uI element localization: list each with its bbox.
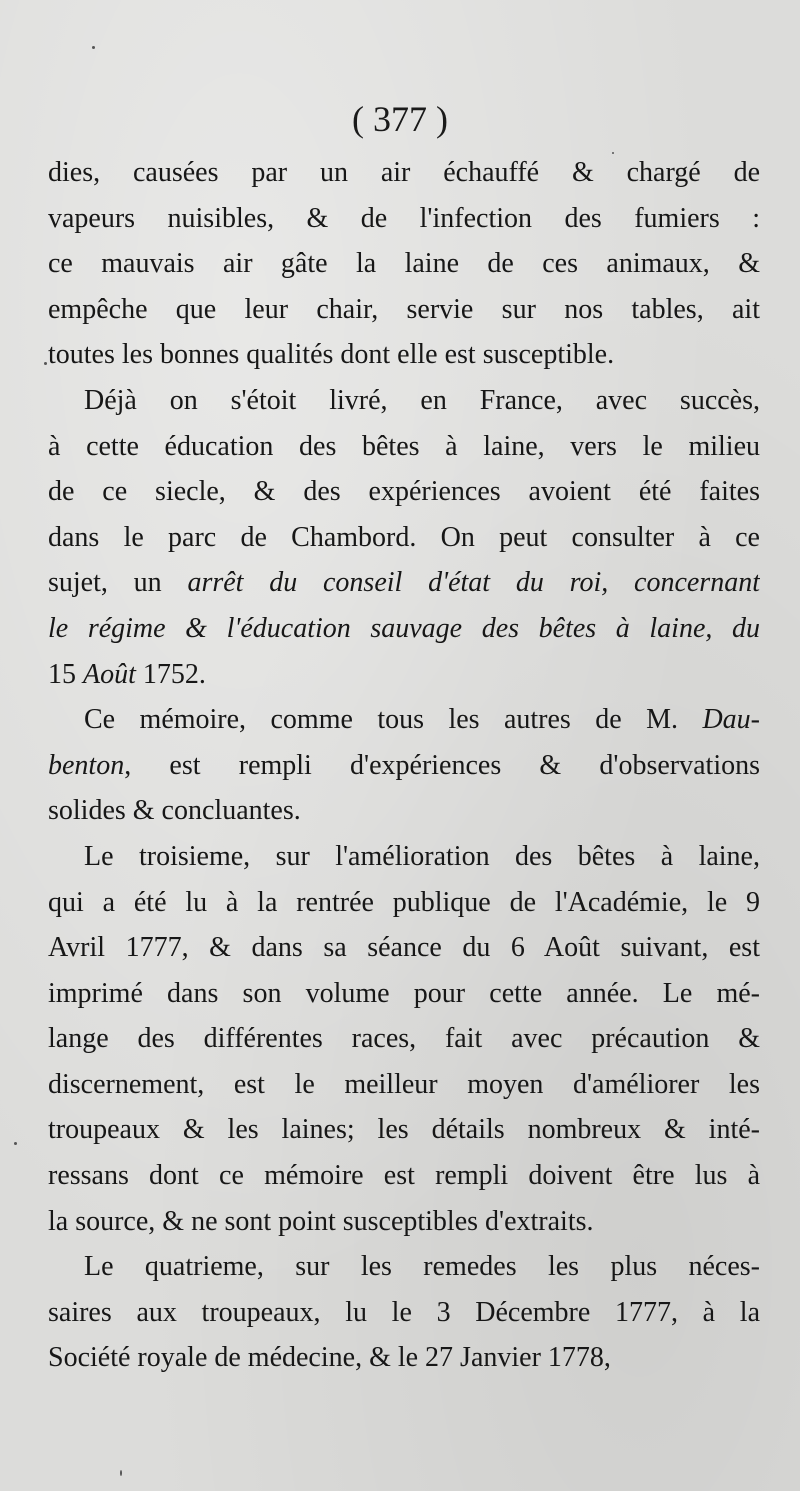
italic-text: le régime & l'éducation sauvage des bêtes à laine, du — [48, 612, 760, 644]
page-number: ( 377 ) — [352, 99, 448, 139]
text-line — [48, 1244, 760, 1290]
text-line — [48, 424, 760, 470]
text-run: saires aux troupeaux, lu le 3 Décembre 1777, à la — [48, 1296, 760, 1328]
text-line — [48, 150, 760, 196]
text-line — [48, 971, 760, 1017]
text-run: ce mauvais air gâte la laine de ces animaux, & — [48, 248, 760, 280]
text-line — [48, 560, 760, 606]
text-line — [48, 606, 760, 652]
text-run: 1752. — [135, 658, 206, 690]
text-line — [48, 515, 760, 561]
text-line — [48, 1199, 760, 1245]
text-line — [48, 788, 760, 834]
paragraph — [48, 834, 760, 1244]
text-run: Le troisieme, sur l'amélioration des bêtes à laine, — [84, 840, 760, 872]
text-line — [48, 834, 760, 880]
ink-speck — [44, 362, 47, 365]
text-run: Déjà on s'étoit livré, en France, avec succès, — [84, 384, 760, 416]
text-run: Avril 1777, & dans sa séance du 6 Août suivant, est — [48, 932, 760, 964]
text-run: imprimé dans son volume pour cette année. Le mé- — [48, 977, 760, 1009]
text-run: Ce mémoire, comme tous les autres de M. — [84, 704, 703, 736]
paragraph — [48, 697, 760, 834]
body-text — [48, 150, 760, 1381]
text-line — [48, 697, 760, 743]
text-run: , est rempli d'expériences & d'observations — [124, 749, 760, 781]
ink-speck — [92, 46, 95, 49]
text-line — [48, 469, 760, 515]
italic-text: Dau- — [702, 704, 760, 736]
text-line — [48, 880, 760, 926]
text-run: troupeaux & les laines; les détails nombreux & inté- — [48, 1114, 760, 1146]
text-run: qui a été lu à la rentrée publique de l'Académie, le 9 — [48, 886, 760, 918]
text-line — [48, 196, 760, 242]
text-line — [48, 1016, 760, 1062]
text-run: Le quatrieme, sur les remedes les plus néces- — [84, 1251, 760, 1283]
text-line — [48, 378, 760, 424]
text-run: lange des différentes races, fait avec précaution & — [48, 1023, 760, 1055]
text-run: Société royale de médecine, & le 27 Janvier 1778, — [48, 1342, 611, 1374]
text-run: la source, & ne sont point susceptibles d'extraits. — [48, 1205, 594, 1237]
text-line — [48, 1335, 760, 1381]
paragraph — [48, 1244, 760, 1381]
text-line — [48, 925, 760, 971]
text-line — [48, 1062, 760, 1108]
text-line — [48, 1290, 760, 1336]
text-run: discernement, est le meilleur moyen d'améliorer les — [48, 1068, 760, 1100]
text-line — [48, 1153, 760, 1199]
paragraph — [48, 378, 760, 697]
text-run: vapeurs nuisibles, & de l'infection des fumiers : — [48, 202, 760, 234]
text-run: dans le parc de Chambord. On peut consulter à ce — [48, 521, 760, 553]
ink-speck — [14, 1142, 17, 1145]
text-line — [48, 743, 760, 789]
ink-speck — [120, 1470, 122, 1476]
text-line — [48, 287, 760, 333]
ink-speck — [612, 152, 614, 154]
text-run: toutes les bonnes qualités dont elle est susceptible. — [48, 339, 615, 371]
text-line — [48, 652, 760, 698]
text-run: à cette éducation des bêtes à laine, vers le milieu — [48, 430, 760, 462]
italic-text: arrêt du conseil d'état du roi, concernant — [187, 567, 760, 599]
text-line — [48, 332, 760, 378]
text-run: empêche que leur chair, servie sur nos tables, ait — [48, 293, 760, 325]
italic-text: benton — [48, 749, 125, 781]
text-line — [48, 1107, 760, 1153]
text-run: de ce siecle, & des expériences avoient été faites — [48, 476, 760, 508]
italic-text: Août — [83, 658, 136, 690]
text-run: 15 — [48, 658, 83, 690]
text-run: dies, causées par un air échauffé & chargé de — [48, 157, 760, 188]
text-run: ressans dont ce mémoire est rempli doivent être lus à — [48, 1160, 760, 1192]
text-line — [48, 241, 760, 287]
text-run: solides & concluantes. — [48, 795, 301, 827]
text-run: sujet, un — [48, 567, 188, 599]
paragraph — [48, 150, 760, 378]
